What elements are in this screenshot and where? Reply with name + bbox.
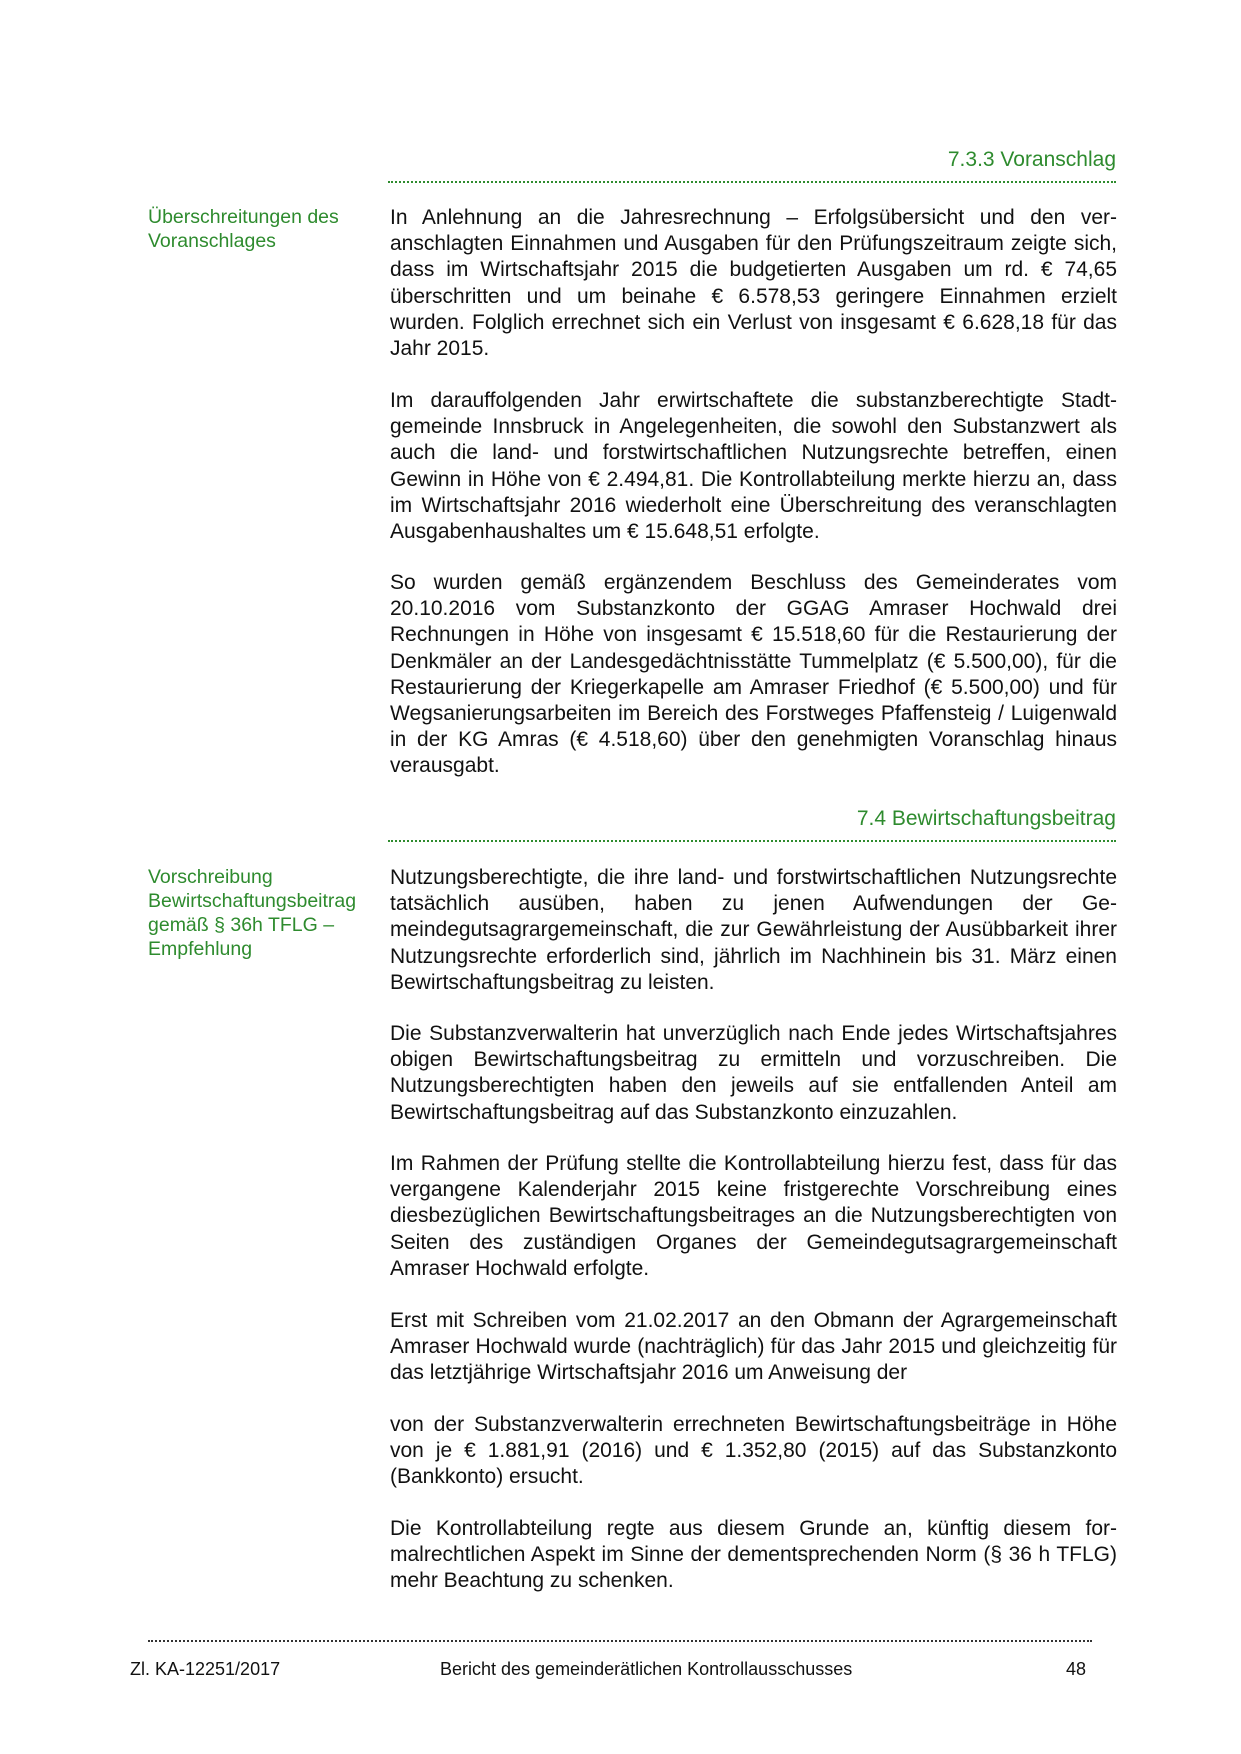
margin-note-line: Überschreitungen des (148, 206, 339, 228)
paragraph-2: Im darauffolgenden Jahr erwirtschaftete die substanzberechtigte Stadtgemeinde Innsbruck in Angelegenheiten, die sowohl den Substanzwert als auch die land- und forstwirtschaftlichen Nutzungsrechte betreffen, einen Gewinn in Höhe von € 2.494,81. Die Kontrollabteilung merkte hierzu an, dass im Wirtschaftsjahr 2016 wiederholt eine Überschreitung des veranschlagten Ausgabenhaushaltes um € 15.648,51 erfolgte. (390, 389, 1117, 544)
margin-note-recommendation (148, 865, 378, 961)
footer-divider (148, 1640, 1092, 1642)
footer-reference: Zl. KA-12251/2017 (130, 1659, 281, 1679)
paragraph-1: In Anlehnung an die Jahresrechnung – Erfolgsübersicht und den veranschlagten Einnahmen und Ausgaben für den Prüfungszeitraum zeigte sich, dass im Wirtschaftsjahr 2015 die budgetierten Ausgaben um rd. € 74,65 überschritten und um beinahe € 6.578,53 geringere Einnahmen erzielt wurden. Folglich errechnet sich ein Verlust von insgesamt € 6.628,18 für das Jahr 2015. (390, 206, 1117, 361)
margin-note-line: Empfehlung (148, 938, 253, 960)
paragraph-4: Nutzungsberechtigte, die ihre land- und forstwirtschaftlichen Nutzungsrechte tatsächlich ausüben, haben zu jenen Aufwendungen der Gemeindegutsagrargemeinschaft, die zur Gewährleistung der Ausübbarkeit ihrer Nutzungsrechte erforderlich sind, jährlich im Nachhinein bis 31. März einen Bewirtschaftungsbeitrag zu leisten. (390, 866, 1117, 994)
margin-note-overspending (148, 205, 378, 253)
paragraph-5: Die Substanzverwalterin hat unverzüglich nach Ende jedes Wirtschaftsjahres obigen Bewirtschaftungsbeitrag zu ermitteln und vorzuschreiben. Die Nutzungsberechtigten haben den jeweils auf sie entfallenden Anteil am Bewirtschaftungsbeitrag auf das Substanzkonto einzuzahlen. (390, 1022, 1117, 1124)
paragraph-6: Im Rahmen der Prüfung stellte die Kontrollabteilung hierzu fest, dass für das vergangene Kalenderjahr 2015 keine fristgerechte Vorschreibung eines diesbezüglichen Bewirtschaftungsbeitrages an die Nutzungsberechtigten von Seiten des zuständigen Organes der Gemeindegutsagrargemeinschaft Amraser Hochwald erfolgte. (390, 1152, 1117, 1280)
paragraph-8: von der Substanzverwalterin errechneten Bewirtschaftungsbeiträge in Höhe von je € 1.881,91 (2016) und € 1.352,80 (2015) auf das Substanzkonto (Bankkonto) ersucht. (390, 1413, 1117, 1489)
margin-note-line: Bewirtschaftungsbeitrag (148, 890, 357, 912)
footer-page-number: 48 (1066, 1659, 1087, 1679)
margin-note-line: gemäß § 36h TFLG – (148, 914, 335, 936)
margin-note-line: Vorschreibung (148, 866, 273, 888)
margin-note-line: Voranschlages (148, 230, 276, 252)
paragraph-3: So wurden gemäß ergänzendem Beschluss des Gemeinderates vom 20.10.2016 vom Substanzkonto der GGAG Amraser Hochwald drei Rechnungen in Höhe von insgesamt € 15.518,60 für die Restaurierung der Denkmäler an der Landesgedächtnisstätte Tummelplatz (€ 5.500,00), für die Restaurierung der Kriegerkapelle am Amraser Friedhof (€ 5.500,00) und für Wegsanierungsarbeiten im Bereich des Forstweges Pfaffensteig / Luigenwald in der KG Amras (€ 4.518,60) über den genehmigten Voranschlag hinaus verausgabt. (390, 571, 1117, 778)
footer-title: Bericht des gemeinderätlichen Kontrollausschusses (440, 1659, 853, 1679)
paragraph-9: Die Kontrollabteilung regte aus diesem Grunde an, künftig diesem formalrechtlichen Aspekt im Sinne der dementsprechenden Norm (§ 36 h TFLG) mehr Beachtung zu schenken. (390, 1517, 1117, 1593)
paragraph-7: Erst mit Schreiben vom 21.02.2017 an den Obmann der Agrargemeinschaft Amraser Hochwald wurde (nachträglich) für das Jahr 2015 und gleichzeitig für das letztjährige Wirtschaftsjahr 2016 um Anweisung der (390, 1309, 1117, 1385)
section-heading-bewirtschaftungsbeitrag: 7.4 Bewirtschaftungsbeitrag (388, 806, 1116, 842)
section-heading-voranschlag: 7.3.3 Voranschlag (388, 147, 1116, 183)
